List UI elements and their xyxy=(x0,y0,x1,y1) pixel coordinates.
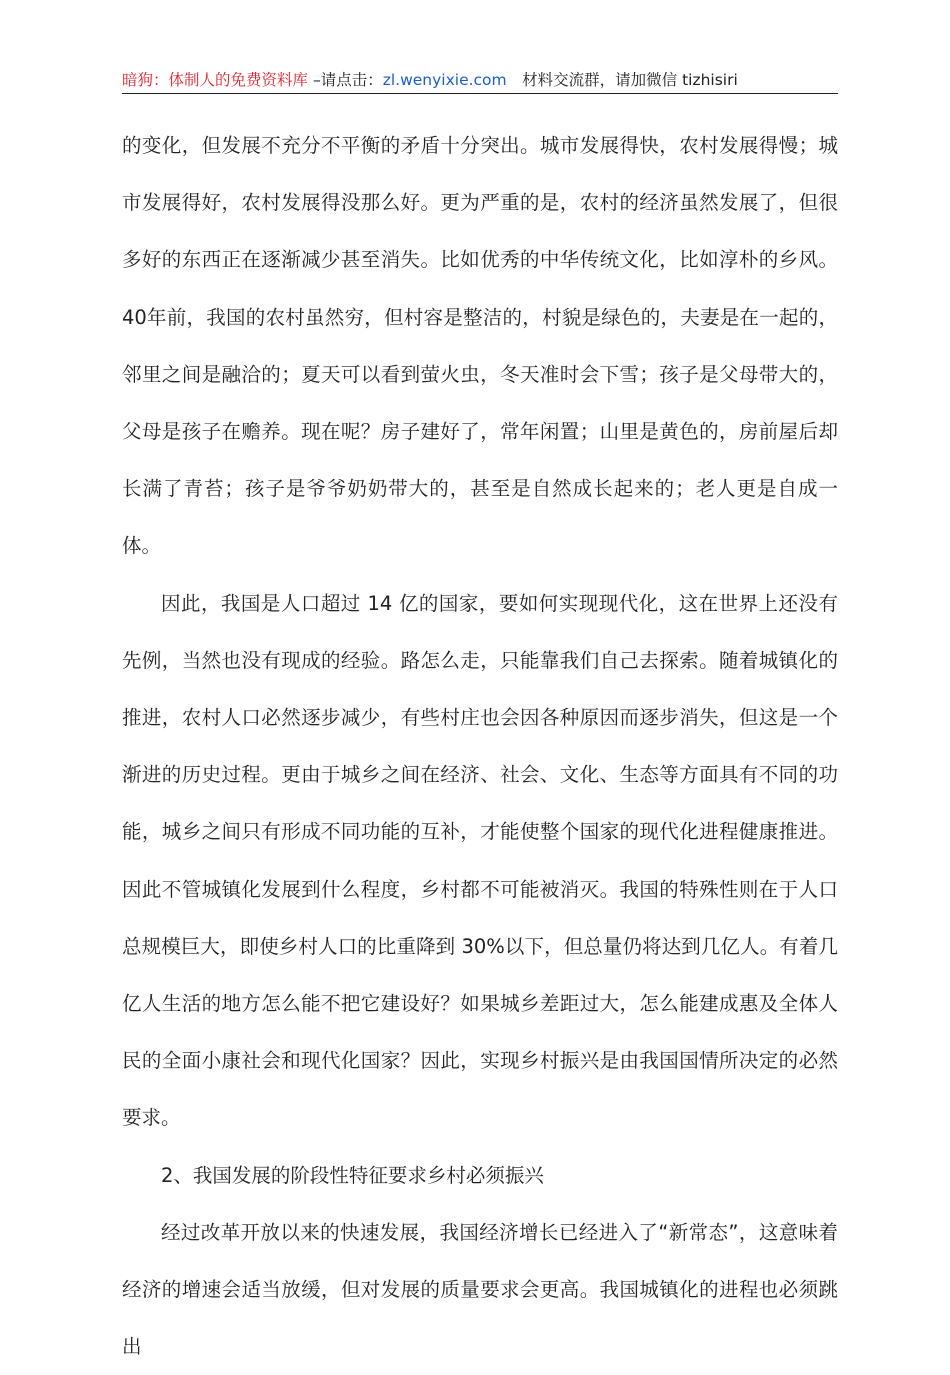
document-body xyxy=(122,117,838,1375)
header-wechat-note: 材料交流群，请加微信 tizhisiri xyxy=(506,71,738,89)
paragraph-continued: 的变化，但发展不充分不平衡的矛盾十分突出。城市发展得快，农村发展得慢；城市发展得好，农村发展得没那么好。更为严重的是，农村的经济虽然发展了，但很多好的东西正在逐渐减少甚至消失。比如优秀的中华传统文化，比如淳朴的乡风。40年前，我国的农村虽然穷，但村容是整洁的，村貌是绿色的，夫妻是在一起的，邻里之间是融洽的；夏天可以看到萤火虫，冬天准时会下雪；孩子是父母带大的，父母是孩子在赡养。现在呢？房子建好了，常年闲置；山里是黄色的，房前屋后却长满了青苔；孩子是爷爷奶奶带大的，甚至是自然成长起来的；老人更是自成一体。 xyxy=(122,134,838,558)
paragraph-national-conditions: 因此，我国是人口超过 14 亿的国家，要如何实现现代化，这在世界上还没有先例，当然也没有现成的经验。路怎么走，只能靠我们自己去探索。随着城镇化的推进，农村人口必然逐步减少，有些村庄也会因各种原因而逐步消失，但这是一个渐进的历史过程。更由于城乡之间在经济、社会、文化、生态等方面具有不同的功能，城乡之间只有形成不同功能的互补，才能使整个国家的现代化进程健康推进。因此不管城镇化发展到什么程度，乡村都不可能被消灭。我国的特殊性则在于人口总规模巨大，即使乡村人口的比重降到 30%以下，但总量仍将达到几亿人。有着几亿人生活的地方怎么能不把它建设好？如果城乡差距过大，怎么能建成惠及全体人民的全面小康社会和现代化国家？因此，实现乡村振兴是由我国国情所决定的必然要求。 xyxy=(122,591,838,1130)
paragraph-new-normal: 经过改革开放以来的快速发展，我国经济增长已经进入了“新常态”，这意味着经济的增速会适当放缓，但对发展的质量要求会更高。我国城镇化的进程也必须跳出 xyxy=(122,1220,838,1359)
header-divider xyxy=(122,93,838,94)
header-site-link[interactable]: zl.wenyixie.com xyxy=(382,71,507,89)
header-click-prompt: –请点击： xyxy=(308,71,383,89)
page-header xyxy=(122,68,836,94)
header-brand: 暗狗：体制人的免费资料库 xyxy=(122,71,309,89)
section-heading: 2、我国发展的阶段性特征要求乡村必须振兴 xyxy=(161,1163,544,1187)
